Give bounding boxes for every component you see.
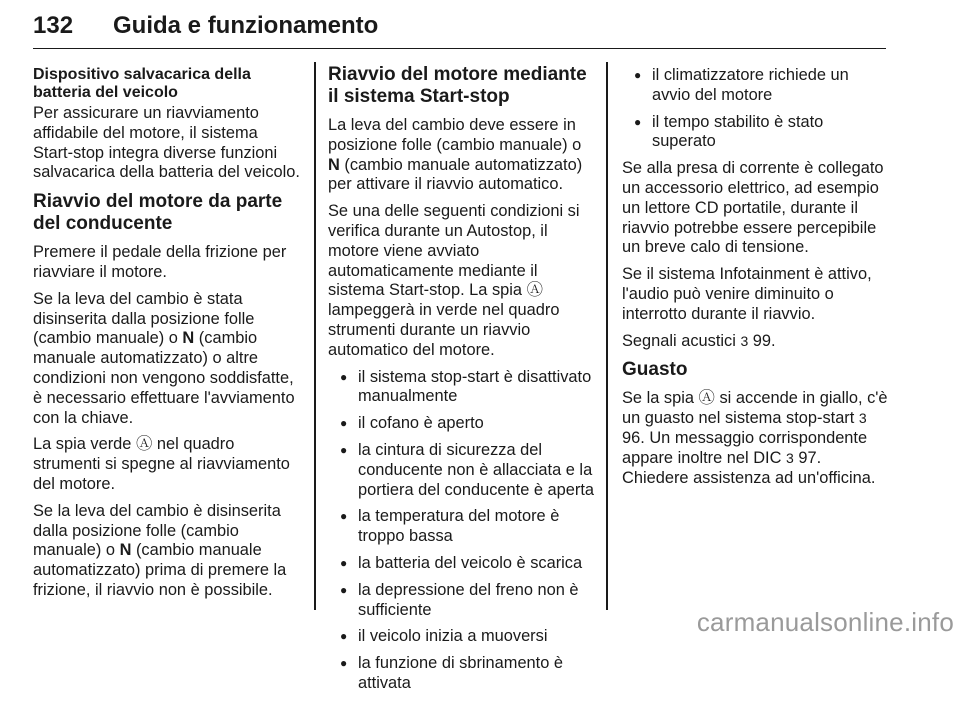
list-item: ● la depressione del freno non è sufficiente — [328, 581, 596, 621]
heading-auto-restart: Riavvio del motore mediante il sistema Start-stop — [328, 64, 587, 107]
list-item: ● il sistema stop-start è disattivato manualmente — [328, 368, 596, 408]
page-number: 132 — [33, 12, 74, 39]
paragraph: Se una delle seguenti condizioni si verifica durante un Autostop, il motore viene avviato automaticamente mediante il sistema Start-stop. La spia Ⓐ lampeggerà in verde nel quadro strumenti durante un riavvio automatico del motore. — [328, 202, 580, 359]
column-divider — [606, 62, 608, 610]
gear-n-label: N — [119, 541, 132, 560]
page-ref-arrow-icon: 3 — [786, 449, 794, 466]
autostop-icon: Ⓐ — [526, 281, 543, 300]
paragraph: Se alla presa di corrente è collegato un accessorio elettrico, ad esempio un lettore CD portatile, durante il riavvio potrebbe essere percepibile un breve calo di tensione. — [622, 159, 884, 257]
page-header — [33, 4, 886, 49]
autostop-icon: Ⓐ — [135, 435, 153, 454]
condition-list — [328, 368, 596, 694]
paragraph: Se il sistema Infotainment è attivo, l'audio può venire diminuito o interrotto durante il riavvio. — [622, 265, 872, 323]
autostop-icon: Ⓐ — [698, 389, 715, 408]
watermark: carmanualsonline.info — [696, 607, 954, 637]
list-item: ● la funzione di sbrinamento è attivata — [328, 654, 596, 694]
column-divider — [314, 62, 316, 610]
paragraph: La leva del cambio deve essere in posizione folle (cambio manuale) o N (cambio manuale automatizzato) per attivare il riavvio automatico. — [328, 116, 583, 194]
paragraph: Se la spia Ⓐ si accende in giallo, c'è un guasto nel sistema stop-start 3 96. Un messaggio corrispondente appare inoltre nel DIC 3 97. Chiedere assistenza ad un'officina. — [622, 389, 888, 487]
column-left — [33, 62, 301, 608]
paragraph: Segnali acustici 3 99. — [622, 331, 776, 350]
column-middle — [328, 62, 596, 701]
heading-battery: Dispositivo salvacarica della batteria del veicolo — [33, 66, 251, 101]
paragraph: La spia verde Ⓐ nel quadro strumenti si spegne al riavviamento del motore. — [33, 435, 290, 493]
page-title: Guida e funzionamento — [113, 12, 379, 39]
paragraph: Premere il pedale della frizione per riavviare il motore. — [33, 243, 287, 281]
list-item: ● il climatizzatore richiede un avvio del motore — [622, 66, 890, 106]
list-item: ● il cofano è aperto — [328, 414, 596, 434]
paragraph: Se la leva del cambio è stata disinserita dalla posizione folle (cambio manuale) o N (cambio manuale automatizzato) o altre condizioni non vengono soddisfatte, è necessario effettuare l'avviamento con la chiave. — [33, 289, 295, 427]
paragraph: Per assicurare un riavviamento affidabile del motore, il sistema Start-stop integra diverse funzioni salvacarica della batteria del veicolo. — [33, 104, 300, 182]
condition-list-continued — [622, 66, 890, 152]
list-item: ● la cintura di sicurezza del conducente non è allacciata e la portiera del conducente è aperta — [328, 441, 596, 500]
gear-n-label: N — [328, 155, 340, 174]
page-ref-arrow-icon: 3 — [858, 410, 867, 427]
heading-fault: Guasto — [622, 359, 688, 381]
page-ref-arrow-icon: 3 — [740, 332, 749, 349]
gear-n-label: N — [182, 329, 195, 348]
list-item: ● il tempo stabilito è stato superato — [622, 113, 890, 153]
list-item: ● il veicolo inizia a muoversi — [328, 627, 596, 647]
paragraph: Se la leva del cambio è disinserita dalla posizione folle (cambio manuale) o N (cambio manuale automatizzato) prima di premere la frizione, il riavvio non è possibile. — [33, 501, 287, 599]
list-item: ● la batteria del veicolo è scarica — [328, 554, 596, 574]
heading-driver-restart: Riavvio del motore da parte del conducente — [33, 191, 283, 235]
column-right — [622, 66, 890, 495]
list-item: ● la temperatura del motore è troppo bassa — [328, 507, 596, 547]
